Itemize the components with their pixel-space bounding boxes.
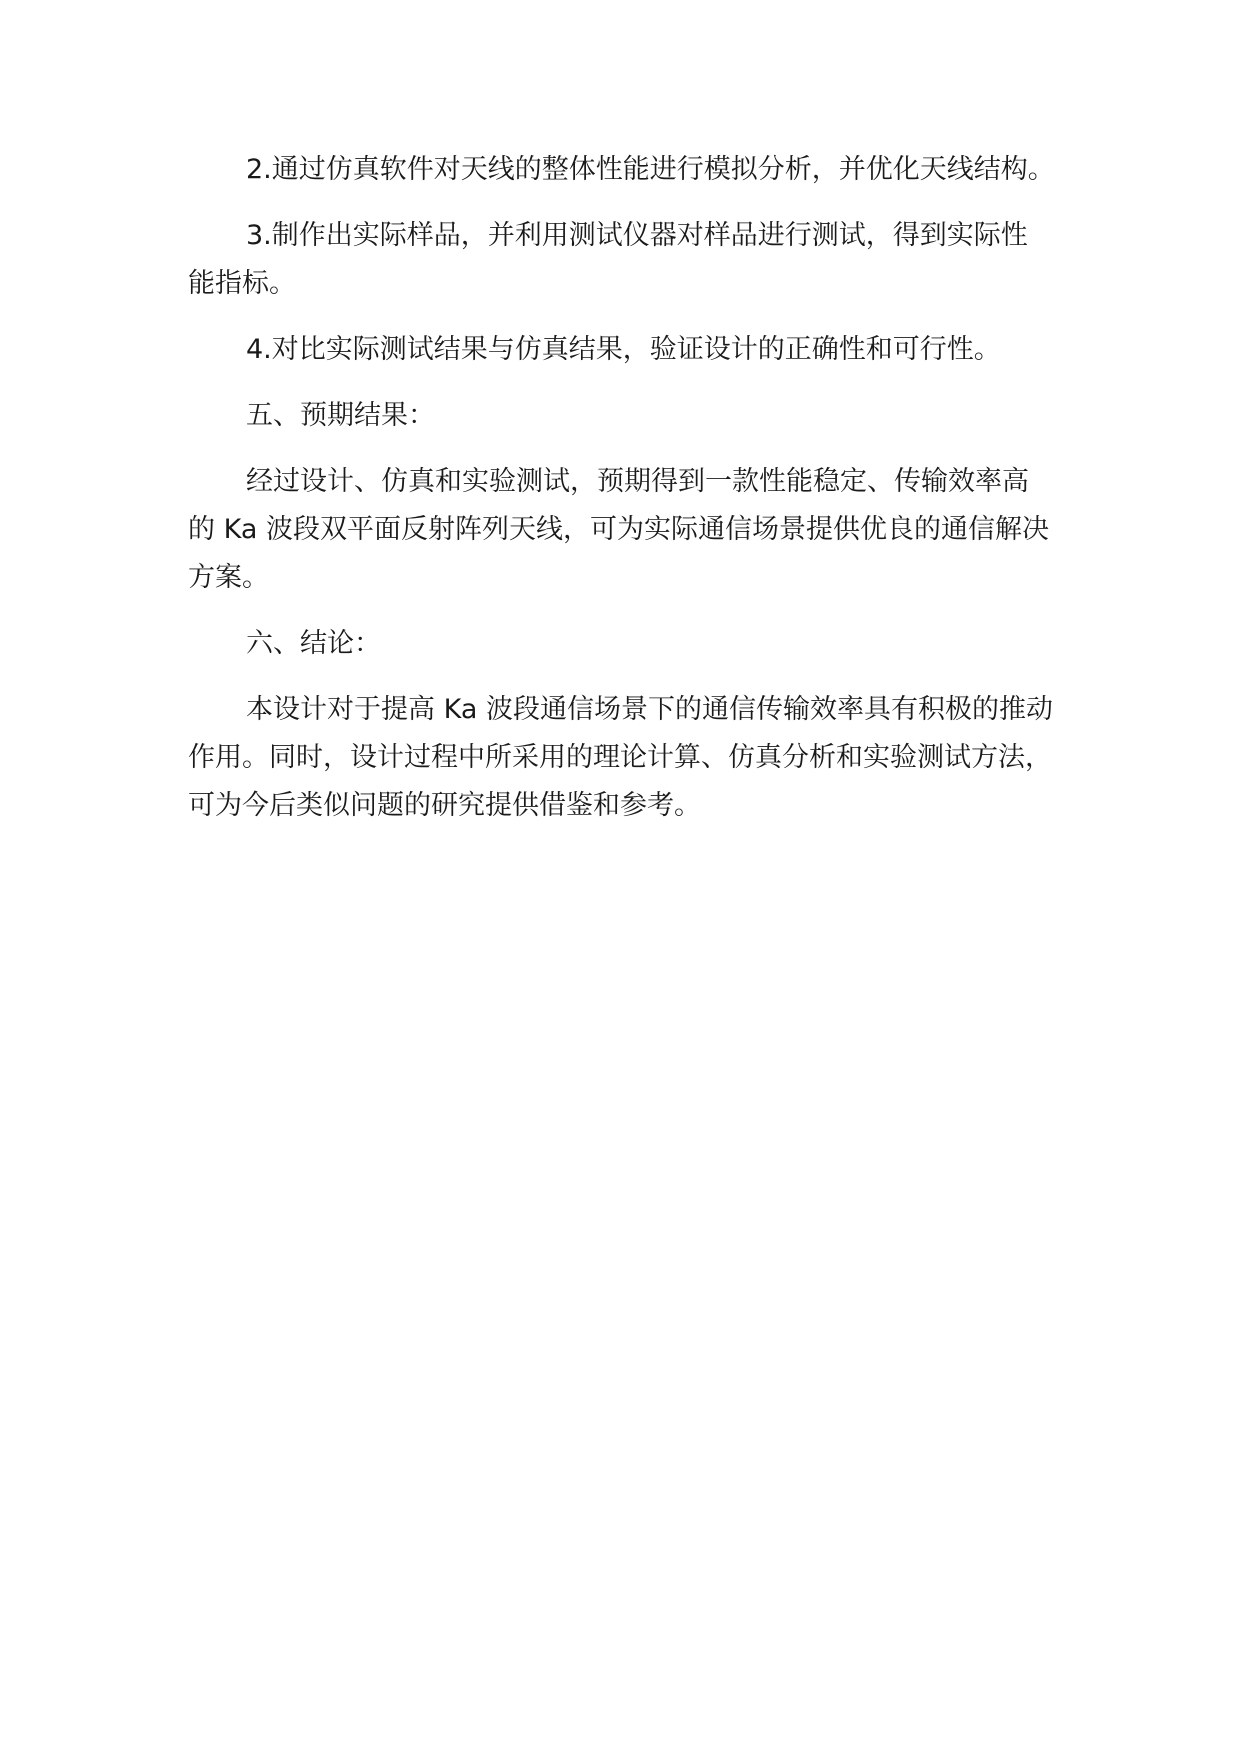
paragraph-conclusion [188, 686, 1078, 830]
section-heading-conclusion: 六、结论： [246, 628, 381, 659]
paragraph-line: 3.制作出实际样品，并利用测试仪器对样品进行测试，得到实际性 [246, 220, 1028, 251]
paragraph-step-3 [188, 212, 1078, 308]
paragraph-line: 4.对比实际测试结果与仿真结果，验证设计的正确性和可行性。 [246, 334, 1001, 365]
paragraph-step-2 [188, 146, 1078, 194]
document-body [188, 146, 1078, 848]
paragraph-line: 能指标。 [188, 268, 296, 299]
paragraph-line: 经过设计、仿真和实验测试，预期得到一款性能稳定、传输效率高 [246, 466, 1029, 497]
paragraph-line: 本设计对于提高 Ka 波段通信场景下的通信传输效率具有积极的推动 [246, 694, 1053, 725]
paragraph-expected-results [188, 458, 1078, 602]
paragraph-line: 的 Ka 波段双平面反射阵列天线，可为实际通信场景提供优良的通信解决 [188, 514, 1049, 545]
paragraph-line: 可为今后类似问题的研究提供借鉴和参考。 [188, 790, 701, 821]
paragraph-step-4 [188, 326, 1078, 374]
paragraph-line: 2.通过仿真软件对天线的整体性能进行模拟分析，并优化天线结构。 [246, 154, 1055, 185]
section-heading-expected-results: 五、预期结果： [246, 400, 435, 431]
paragraph-line: 作用。同时，设计过程中所采用的理论计算、仿真分析和实验测试方法， [188, 742, 1052, 773]
paragraph-line: 方案。 [188, 562, 269, 593]
